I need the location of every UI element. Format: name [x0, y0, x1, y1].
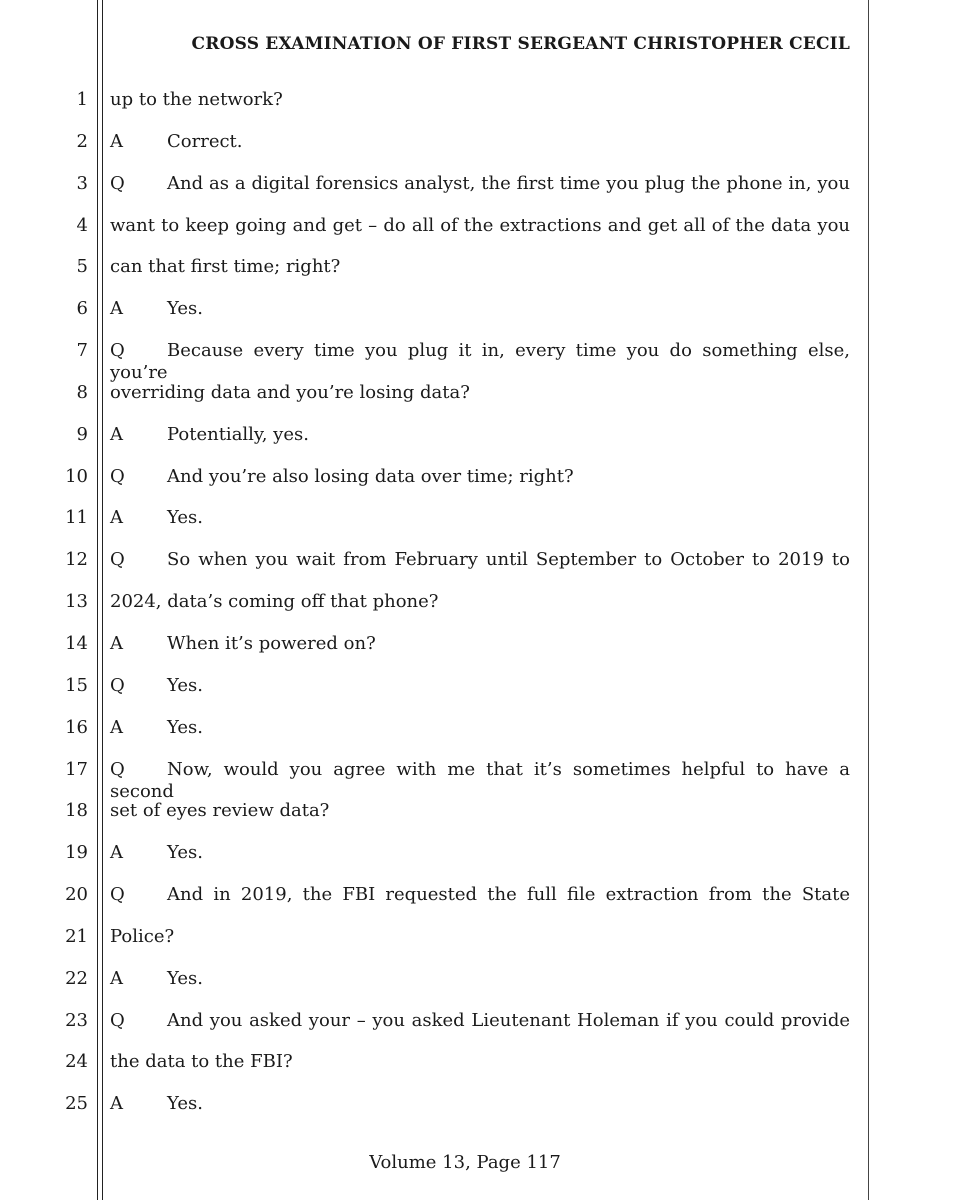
line-text: Because every time you plug it in, every time you do something else, you’re — [110, 340, 850, 384]
transcript-line — [0, 540, 960, 582]
line-text: Yes. — [167, 674, 203, 696]
line-content — [110, 800, 850, 822]
line-text: 2024, data’s coming off that phone? — [110, 591, 439, 613]
transcript-line — [0, 206, 960, 248]
line-content — [110, 466, 850, 488]
line-text: Yes. — [167, 716, 203, 738]
line-text: want to keep going and get – do all of the extractions and get all of the data you — [110, 214, 850, 236]
line-content — [110, 89, 850, 111]
transcript-line — [0, 791, 960, 833]
line-number: 25 — [65, 1093, 88, 1115]
line-content — [110, 926, 850, 948]
line-number: 9 — [76, 423, 88, 445]
speaker-label: Q — [110, 674, 125, 696]
speaker-label: Q — [110, 758, 125, 780]
speaker-label: A — [110, 716, 123, 738]
line-number: 7 — [76, 340, 88, 362]
speaker-label: A — [110, 298, 123, 320]
speaker-label: Q — [110, 465, 125, 487]
line-text: can that first time; right? — [110, 256, 341, 278]
line-number: 11 — [65, 507, 88, 529]
line-text: Yes. — [167, 507, 203, 529]
transcript-line — [0, 457, 960, 499]
transcript-line — [0, 164, 960, 206]
line-number: 10 — [65, 465, 88, 487]
line-content — [110, 591, 850, 613]
transcript-line — [0, 122, 960, 164]
transcript-line — [0, 289, 960, 331]
line-content — [110, 215, 850, 237]
line-number: 20 — [65, 884, 88, 906]
line-number: 8 — [76, 381, 88, 403]
line-text: Yes. — [167, 842, 203, 864]
line-number: 5 — [76, 256, 88, 278]
transcript-line — [0, 666, 960, 708]
transcript-line — [0, 1001, 960, 1043]
speaker-label: Q — [110, 340, 125, 362]
line-number: 14 — [65, 632, 88, 654]
line-content — [110, 424, 850, 446]
line-content — [110, 884, 850, 906]
line-text: Now, would you agree with me that it’s sometimes helpful to have a second — [110, 758, 850, 802]
line-number: 23 — [65, 1009, 88, 1031]
speaker-label: A — [110, 967, 123, 989]
line-content — [110, 382, 850, 404]
line-number: 4 — [76, 214, 88, 236]
line-text: So when you wait from February until September to October to 2019 to — [167, 549, 850, 571]
transcript-line — [0, 917, 960, 959]
line-content — [110, 256, 850, 278]
line-content — [110, 1051, 850, 1073]
line-number: 2 — [76, 130, 88, 152]
line-content — [110, 1010, 850, 1032]
line-content — [110, 131, 850, 153]
speaker-label: A — [110, 632, 123, 654]
speaker-label: Q — [110, 172, 125, 194]
page-title: CROSS EXAMINATION OF FIRST SERGEANT CHRISTOPHER CECIL — [191, 34, 850, 54]
speaker-label: Q — [110, 549, 125, 571]
transcript-line — [0, 415, 960, 457]
line-text: Yes. — [167, 1093, 203, 1115]
line-number: 19 — [65, 842, 88, 864]
line-text: set of eyes review data? — [110, 800, 330, 822]
line-number: 18 — [65, 800, 88, 822]
line-text: And in 2019, the FBI requested the full file extraction from the State — [167, 884, 850, 906]
line-number: 22 — [65, 967, 88, 989]
transcript-line — [0, 1042, 960, 1084]
speaker-label: Q — [110, 884, 125, 906]
line-content — [110, 173, 850, 195]
transcript-line — [0, 1084, 960, 1126]
speaker-label: A — [110, 1093, 123, 1115]
line-text: Yes. — [167, 967, 203, 989]
transcript-line — [0, 708, 960, 750]
line-content — [110, 675, 850, 697]
line-content — [110, 717, 850, 739]
line-number: 12 — [65, 549, 88, 571]
line-number: 21 — [65, 925, 88, 947]
line-content — [110, 1093, 850, 1115]
line-number: 1 — [76, 89, 88, 110]
transcript-line — [0, 331, 960, 384]
transcript-lines — [0, 80, 960, 1126]
line-content — [110, 633, 850, 655]
transcript-line — [0, 959, 960, 1001]
transcript-line — [0, 80, 960, 122]
line-number: 15 — [65, 674, 88, 696]
transcript-line — [0, 247, 960, 289]
speaker-label: A — [110, 423, 123, 445]
line-text: Police? — [110, 925, 175, 947]
page-footer: Volume 13, Page 117 — [369, 1152, 561, 1173]
line-text: the data to the FBI? — [110, 1051, 293, 1073]
transcript-line — [0, 582, 960, 624]
speaker-label: A — [110, 130, 123, 152]
speaker-label: A — [110, 842, 123, 864]
line-text: And you asked your – you asked Lieutenant Holeman if you could provide — [167, 1009, 850, 1031]
speaker-label: Q — [110, 1009, 125, 1031]
line-content — [110, 549, 850, 571]
line-text: overriding data and you’re losing data? — [110, 381, 470, 403]
line-number: 3 — [76, 172, 88, 194]
line-number: 16 — [65, 716, 88, 738]
line-number: 13 — [65, 591, 88, 613]
transcript-line — [0, 833, 960, 875]
line-number: 17 — [65, 758, 88, 780]
line-text: up to the network? — [110, 89, 283, 110]
line-text: Correct. — [167, 130, 243, 152]
transcript-line — [0, 750, 960, 802]
line-number: 6 — [76, 298, 88, 320]
transcript-line — [0, 373, 960, 415]
speaker-label: A — [110, 507, 123, 529]
line-text: And you’re also losing data over time; right? — [167, 465, 574, 487]
line-number: 24 — [65, 1051, 88, 1073]
line-text: Potentially, yes. — [167, 423, 309, 445]
line-content — [110, 507, 850, 529]
transcript-line — [0, 498, 960, 540]
line-text: And as a digital forensics analyst, the first time you plug the phone in, you — [167, 172, 850, 194]
line-content — [110, 968, 850, 990]
line-text: When it’s powered on? — [167, 632, 376, 654]
transcript-line — [0, 624, 960, 666]
line-content — [110, 298, 850, 320]
line-text: Yes. — [167, 298, 203, 320]
transcript-line — [0, 875, 960, 917]
line-content — [110, 842, 850, 864]
